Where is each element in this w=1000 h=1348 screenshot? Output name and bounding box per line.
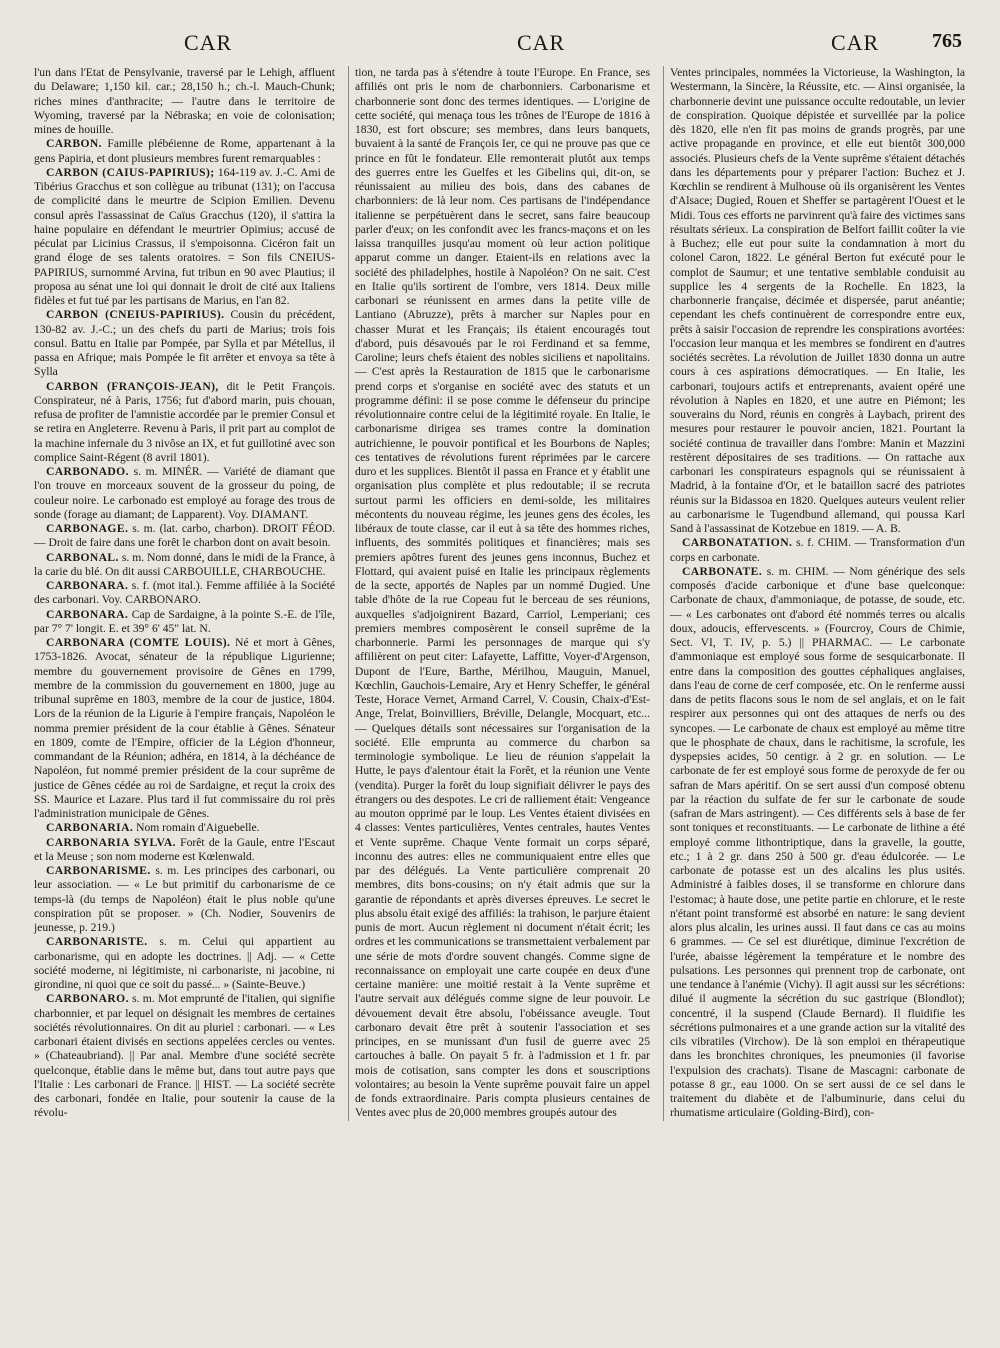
dictionary-entry (34, 836, 335, 865)
entry-text: Cap de Sardaigne, à la pointe S.-E. de l'île, par 7° 7' longit. E. et 39° 6' 45" lat. N. (34, 607, 335, 635)
dictionary-entry (670, 536, 965, 565)
entry-text: s. m. Nom donné, dans le midi de la France, à la carie du blé. On dit aussi CARBOUILLE, CHARBOUCHE. (34, 550, 335, 578)
entry-headword: CARBONARISME. (46, 864, 151, 877)
entry-headword: CARBONARA (COMTE LOUIS). (46, 636, 231, 649)
headword-center: CAR (517, 30, 566, 55)
entry-text: Forêt de la Gaule, entre l'Escaut et la Meuse ; son nom moderne est Kœlenwald. (34, 835, 335, 863)
dictionary-entry (34, 579, 335, 608)
entry-text: 164-119 av. J.-C. Ami de Tibérius Gracchus et son collègue au tribunat (131); on l'accusa de complicité dans le meurtre de Scipion Emilien. Devenu consul après l'assassinat de Caïus Gracchus (120), il s'attira la haine populaire en défendant le meurtrier Opimius; accusé de péculat par Licinius Crassus, il s'empoisonna. Cicéron fait un grand éloge de ses talents oratoires. = Son fils CNEIUS-PAPIRIUS, surnommé Arvina, fut tribun en 90 avec Plautius; il proposa au sénat une loi qui donnait le droit de cité aux Italiens fidèles et fut tué par les partisans de Marius, en l'an 82. (34, 165, 336, 307)
entry-headword: CARBONARA. (46, 607, 129, 621)
entry-text: Né et mort à Gênes, 1753-1826. Avocat, sénateur de la république Ligurienne; membre du gouvernement provisoire de Gênes en 1799, membre de la commission du gouvernement en 1800, juge au tribunal suprême en 1803, membre de la cour de justice, 1804. Lors de la réunion de la Ligurie à l'empire français, Napoléon le nomma premier président de la cour établie à Gênes. Sénateur en 1809, comte de l'Empire, officier de la Légion d'honneur, commandant de la Réunion; adhéra, en 1814, à la déchéance de Napoléon, fut nommé premier président de la cour suprême de justice de Gênes cédée au roi de Sardaigne, et reçut la croix des SS. Maurice et Lazare. Plus tard il fut commissaire du roi près l'administration municipale de Gênes. (34, 636, 335, 820)
entry-text: s. m. Mot emprunté de l'italien, qui signifie charbonnier, et par lequel on désignait les membres de certaines sociétés révolutionnaires. On dit au pluriel : carbonari. — « Les carbonari étaient divisés en sections appelées cercles ou ventes. » (Chateaubriand). || Par anal. Membre d'une société secrète quelconque, établie dans le même but, dans tout autre pays que l'Italie : Les carbonari de France. || HIST. — La société secrète des carbonari, fondée en Italie, pour soutenir la cause de la révolu- (34, 992, 335, 1120)
entry-headword: CARBON. (46, 137, 102, 151)
entry-headword: CARBON (CNEIUS-PAPIRIUS). (46, 308, 225, 322)
entry-headword: CARBON (FRANÇOIS-JEAN), (46, 379, 219, 393)
text-columns (34, 66, 972, 1121)
entry-text: tion, ne tarda pas à s'étendre à toute l'Europe. En France, ses affiliés ont pris le nom de charbonniers. Carbonarisme et charbonnerie sont donc des termes identiques. — L'origine de cette société, qui menaça tous les trônes de l'Europe de 1816 à 1830, est fort obscure; ses membres, dans leurs banquets, buvaient à la santé de François Ier, ce qui ne prouve pas que ce prince en fût le fondateur. Elle remonterait plutôt aux temps des guerres entre les Guelfes et les Gibelins qui, dit-on, se réunissaient au milieu des bois, dans des cabanes de charbonniers: de là leur nom. Ces partisans de l'indépendance italienne se perpétuèrent dans le secret, sans faire beaucoup parler d'eux; on les confondit avec les francs-maçons et on les laissa tranquilles jusqu'au moment où leur action politique apparut comme un danger. Etaient-ils en relations avec la société des philadelphes, hostile à Napoléon? On ne sait. C'est en Italie qu'ils sortirent de l'ombre, vers 1814. Deux mille carbonari se réunissent en armes dans la petite ville de Lantiano (Abruzze), prêts à marcher sur Naples pour en chasser Murat et les Français; ils étaient encouragés tout d'abord, puis désavoués par le roi Ferdinand et sa femme, Caroline; leurs chefs étaient des nobles siciliens et napolitains. — C'est après la Restauration de 1815 que le carbonarisme prend corps et s'organise en société avec des statuts et un programme défini: il se pose comme le défenseur du principe révolutionnaire contre celui de la légitimité royale. En Italie, le carbonarisme dirigea ses trames contre la domination autrichienne, le pouvoir pontifical et les Bourbons de Naples; ces tentatives de révolutions furent réprimées par le carcere duro et les supplices. Bientôt il passa en France et y établit une organisation plus complète et plus redoutable; il se recruta surtout parmi les officiers en demi-solde, les militaires mécontents du nouveau régime, les jeunes gens des écoles, les libéraux de toute classe, car il eut à sa tête des hommes riches, influents, des sommités politiques et financières; mais ses premiers apôtres furent des jeunes gens inconnus, Buchez et Flottard, qui avaient puisé en Italie les principaux règlements de la secte, apportés de Naples par un nommé Dugied. Une table d'hôte de la rue Copeau fut le berceau de ses réunions, auxquelles s'adjoignirent Bazard, Carriol, Lemperiani; ces premiers membres composèrent le conseil suprême de la charbonnerie. Parmi les personnages de marque qui s'y affilièrent on peut citer: Lafayette, Laffitte, Voyer-d'Argenson, Dupont de l'Eure, Barthe, Mérilhou, Mauguin, Manuel, Kœchlin, Gauchois-Lemaire, Ary et Henry Scheffer, le général Teste, Horace Vernet, Armand Carrel, V. Cousin, Chaix-d'Est-Ange, Trelat, Boinvilliers, Bréville, Delangle, Mocquart, etc... — Quelques détails sont nécessaires sur l'organisation de la société. Elle emprunta au commerce du charbon sa terminologie symbolique. Le lieu de réunion s'appelait la Hutte, le pays d'alentour était la Forêt, et la réunion une Vente (vendita). Purger la forêt du loup signifiait délivrer le pays des étrangers ou des despotes. Le cri de ralliement était: Vengeance au mouton opprimé par le loup. Les Ventes étaient divisées en 4 classes: Ventes particulières, Ventes centrales, hautes Ventes et Vente suprême. Chaque Vente formait un corps séparé, inconnu des autres: elles ne communiquaient entre elles que par des délégués. La Vente particulière comprenait 20 membres, dits bons-cousins; on n'y était admis que sur la garantie de répondants et après diverses épreuves. Le secret le plus absolu était exigé des affiliés: la trahison, le parjure étaient punis de mort. Aucun règlement ni document n'était écrit; les ordres et les communications se transmettaient verbalement par une série de mots d'ordre souvent changés. Comme signe de reconnaissance on employait une carte coupée en deux d'une certaine manière: une moitié restait à la Vente suprême et l'autre servait aux délégués comme signe de leur pouvoir. Le dévouement devait être absolu, l'obéissance aveugle. Tout carbonaro devait être prêt à soutenir l'association et ses principes, en se munissant d'un fusil de guerre avec 25 cartouches à balle. On payait 5 fr. à l'admission et 1 fr. par mois de cotisation, sans compter les dons et souscriptions volontaires; au besoin la Vente suprême pouvait faire un appel de fonds extraordinaire. Paris compta plusieurs centaines de Ventes avec plus de 20,000 membres groupés autour des (355, 66, 651, 1120)
entry-headword: CARBONARA. (46, 579, 129, 592)
entry-text: Nom romain d'Aiguebelle. (136, 821, 260, 835)
entry-text: s. m. (lat. carbo, charbon). DROIT FÉOD. — Droit de faire dans une forêt le charbon dont on avait besoin. (34, 522, 335, 550)
entry-headword: CARBONARO. (46, 992, 129, 1006)
entry-text: Ventes principales, nommées la Victorieuse, la Washington, la Westermann, la Sincère, la Réussite, etc. — Ainsi organisée, la charbonnerie devint une puissance occulte redoutable, un levier de conspiration. Quoique dépistée et surveillée par la police dès 1820, elle n'en fit pas moins de grands progrès, par une active propagande en province, et elle eut bientôt 300,000 associés. Plusieurs chefs de la Vente suprême s'étaient détachés dans les départements pour y préparer l'action: Buchez et J. Kœchlin se rendirent à Mulhouse où ils organisèrent les Ventes d'Alsace; Dugied, Rouen et Sheffer se partagèrent l'Ouest et le Midi. Tous ces efforts ne parvinrent qu'à faire des victimes sans résultats sérieux. La conspiration de Belfort faillit coûter la vie à Buchez; elle eut pour suite la condamnation à mort du colonel Caron, 1822. Le général Berton fut exécuté pour le complot de Saumur; et une tentative semblable conduisit au supplice les 4 sergents de la Rochelle. En 1823, la charbonnerie française, décimée et dispersée, parut anéantie; cependant les chefs continuèrent de correspondre entre eux, prêts à saisir l'occasion de reprendre les conspirations avortées: l'occasion leur manqua et les membres se fondirent en d'autres sociétés secrètes. La révolution de Juillet 1830 donna un autre cours à ces aspirations démocratiques. — En Italie, les carbonari, toujours actifs et entreprenants, avaient opéré une révolution à Naples en 1820, et une autre en Piémont; les souverains du Nord, réunis en congrès à Laybach, prirent des mesures pour restaurer le pouvoir ancien, 1821. Pourtant la société continua de travailler dans l'ombre: Manin et Mazzini restèrent dépositaires de ses traditions. — On rattache aux carbonari les conspirateurs espagnols qui se réunissaient à Madrid, à la fontaine d'Or, et le bataillon sacré des patriotes réunis sur la Bidassoa en 1820. Quelques auteurs veulent relier au carbonarisme le Tugendbund allemand, qui poussa Karl Sand à l'assassinat de Kotzebue en 1819. — A. B. (670, 66, 965, 535)
dictionary-entry (34, 308, 335, 379)
entry-headword: CARBONAL. (46, 550, 119, 564)
entry-headword: CARBONARIA SYLVA. (46, 835, 176, 849)
headword-right: CAR (831, 30, 880, 55)
dictionary-entry (34, 821, 335, 835)
entry-text: s. m. MINÉR. — Variété de diamant que l'on trouve en morceaux souvent de la grosseur du poing, de couleur noire. Le carbonado est employé au forage des trous de sonde (forage au diamant; de Lapparent). Voy. DIAMANT. (34, 465, 335, 521)
entry-text: Famille plébéienne de Rome, appartenant à la gens Papiria, et dont plusieurs membres furent remarquables : (34, 137, 335, 165)
entry-text: s. m. Les principes des carbonari, ou leur association. — « Le but primitif du carbonarisme de ce temps-là (du temps de Napoléon) était le plus noble qu'une conspiration pût se proposer. » (Ch. Nodier, Souvenirs de jeunesse, p. 219.) (34, 864, 336, 934)
dictionary-entry (34, 864, 335, 935)
continued-text (355, 66, 650, 1121)
entry-text: s. f. CHIM. — Transformation d'un corps en carbonate. (670, 536, 965, 564)
entry-text: s. m. Celui qui appartient au carbonarisme, qui en adopte les doctrines. || Adj. — « Cette société moderne, ni légitimiste, ni carbonariste, ni jacobine, ni girondine, ni quoi que ce soit du passé... » (Sainte-Beuve.) (34, 935, 335, 991)
dictionary-entry (34, 935, 335, 992)
dictionary-entry (34, 636, 335, 821)
dictionary-entry (670, 565, 965, 1121)
entry-headword: CARBONARIA. (46, 821, 134, 835)
entry-text: Cousin du précédent, 130-82 av. J.-C.; un des chefs du parti de Marius; trois fois consul. Battu en Italie par Pompée, par Sylla et par Métellus, il passa en Afrique; mais Pompée le fit arrêter et envoya sa tête à Sylla (34, 308, 335, 379)
column-left (34, 66, 335, 1121)
entry-headword: CARBONARISTE. (46, 935, 148, 949)
dictionary-entry (34, 608, 335, 637)
column-right (663, 66, 965, 1121)
page-header (34, 30, 972, 66)
entry-headword: CARBONADO. (46, 465, 129, 478)
entry-headword: CARBONATATION. (682, 536, 793, 550)
continued-text (670, 66, 965, 536)
dictionary-entry (34, 465, 335, 522)
entry-text: l'un dans l'Etat de Pensylvanie, traversé par le Lehigh, affluent du Delaware; 1,150 kil. car.; 28,150 h.; ch.-l. Mauch-Chunk; riches mines d'anthracite; — l'autre dans le territoire de Wyoming, traversé par la Nébraska; en voie de colonisation; mines de houille. (34, 66, 335, 136)
dictionary-entry (34, 522, 335, 551)
page-number: 765 (932, 30, 962, 52)
dictionary-entry (34, 380, 335, 466)
dictionary-entry (34, 166, 335, 309)
dictionary-entry (34, 992, 335, 1120)
entry-headword: CARBONAGE. (46, 522, 129, 535)
entry-headword: CARBON (CAIUS-PAPIRIUS); (46, 165, 215, 179)
entry-headword: CARBONATE. (682, 564, 763, 578)
dictionary-entry (34, 137, 335, 166)
dictionary-entry (34, 551, 335, 580)
headword-left: CAR (184, 30, 233, 55)
entry-text: dit le Petit François. Conspirateur, né à Paris, 1756; fut d'abord marin, puis chouan, refusa de profiter de l'amnistie accordée par le premier Consul et se retira en Angleterre. Revenu à Paris, il prit part au complot de la machine infernale du 3 nivôse an IX, et fut guillotiné avec son complice Saint-Régent (8 avril 1801). (34, 379, 335, 464)
continued-text (34, 66, 335, 137)
entry-text: s. f. (mot ital.). Femme affiliée à la Société des carbonari. Voy. CARBONARO. (34, 579, 335, 607)
column-middle (348, 66, 650, 1121)
entry-text: s. m. CHIM. — Nom générique des sels composés d'acide carbonique et d'une base quelconque: Carbonate de chaux, d'ammoniaque, de potasse, de soude, etc. — « Les carbonates ont d'abord été nommés terres ou alcalis doux, adoucis, effervescents. » (Fourcroy, Cours de Chimie, Sect. VI, T. IV, p. 5.) || PHARMAC. — Le carbonate d'ammoniaque est employé sous forme de sesquicarbonate. Il entre dans la composition des gouttes céphaliques anglaises, dans l'eau de corne de cerf composée, etc. On le renferme aussi dans de petits flacons sous le nom de sel anglais, et on le fait respirer aux personnes qui ont des attaques de nerfs ou des syncopes. — Le carbonate de chaux est employé au même titre que le phosphate de chaux, dans le rachitisme, la scrofule, les dyspepsies acides, 50 centigr. à 2 gr. en solution. — Le carbonate de fer est employé sous forme de peroxyde de fer ou safran de Mars apéritif. On se sert aussi d'un composé obtenu par la réaction du sulfate de fer sur le carbonate de soude (safran de Mars astringent). — Ces différents sels à base de fer sont toniques et reconstituants. — Le carbonate de lithine a été employé comme lithontriptique, dans la gravelle, la goutte, etc.; 1 à 2 gr. dans 250 à 500 gr. d'eau édulcorée. — Le carbonate de potasse est un des alcalins les plus usités. Administré à faibles doses, il se transforme en chlorure dans l'estomac; à haute dose, une petite partie en chlorure, et le reste n'étant point transformé est absorbé en nature: le sang devient alors plus alcalin, les urines aussi. Il faut dans ce cas au moins 6 grammes. — Ce sel est diurétique, diminue l'excrétion de l'urée, abaisse légèrement la température et le nombre des pulsations. Les personnes qui prennent trop de carbonate, ont une tendance à l'anémie (Vichy). Il agit aussi sur les sécrétions: dilué il augmente la sécrétion du suc gastrique (Blondlot); concentré, il la suspend (Claude Bernard). Il fluidifie les sécrétions pulmonaires et a une grande action sur la vitalité des cils vibratiles (Virchow). De là son emploi en thérapeutique dans les bronchites chroniques, les pneumonies (il favorise l'expulsion des crachats). Tisane de Mascagni: carbonate de potasse 8 gr., eau 1000. On se sert aussi de ce sel dans le traitement du diabète et de l'albuminurie, dans celui du rhumatisme articulaire (Golding-Bird), con- (670, 564, 966, 1120)
